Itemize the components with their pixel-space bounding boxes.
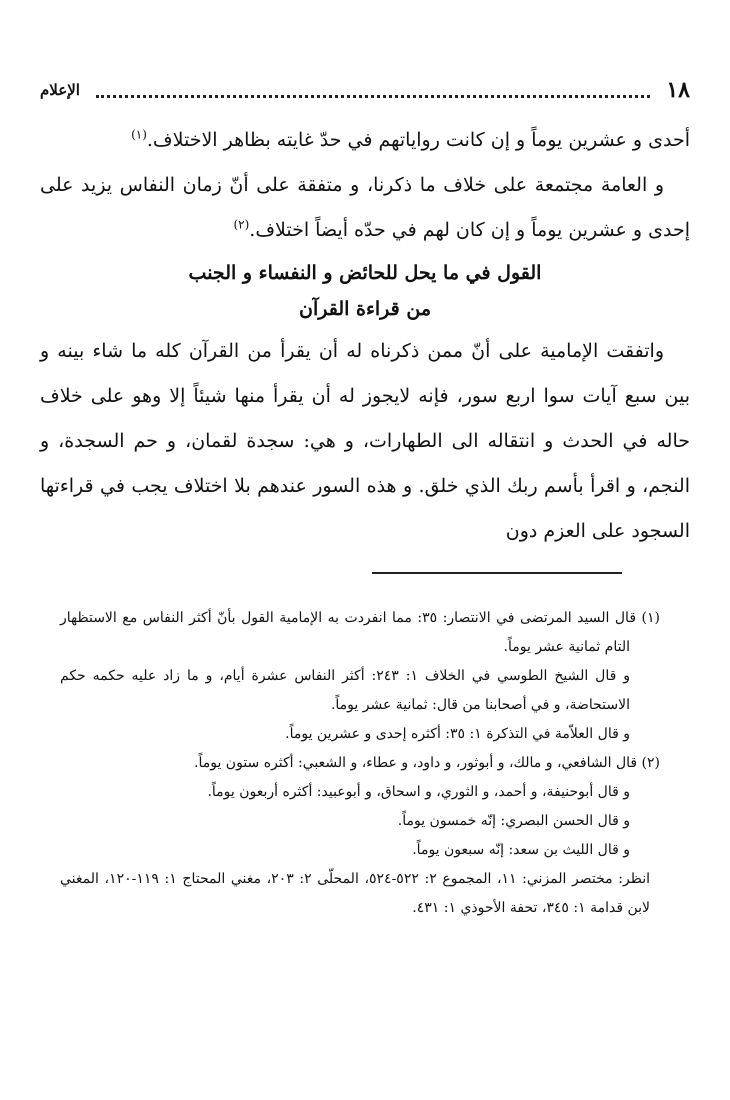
running-title: الإعلام [40,81,80,99]
paragraph-1-text: أحدى و عشرين يوماً و إن كانت رواياتهم في حدّ غايته بظاهر الاختلاف. [146,129,690,151]
paragraph-3: واتفقت الإمامية على أنّ ممن ذكرناه له أن يقرأ من القرآن كله ما شاء بينه و بين سبع آيات سوا اربع سور، فإنه لايجوز له أن يقرأ منها شيئاً إلا وهو على خلاف حاله في الحدث و انتقاله الى الطهارات، و هي: سجدة لقمان، و حم السجدة، و النجم، و اقرأ بأسم ربك الذي خلق. و هذه السور عندهم بلا اختلاف يجب في قراءتها السجود على العزم دون [40,340,690,542]
footnote-1-line-3: و قال العلاّمة في التذكرة ١: ٣٥: أكثره إحدى و عشرين يوماً. [285,726,630,742]
footnote-sources: انظر: مختصر المزني: ١١، المجموع ٢: ٥٢٢-٥٢٤، المحلّى ٢: ٢٠٣، مغني المحتاج ١: ١١٩-١٢٠، المغني لابن قدامة ١: ٣٤٥، تحفة الأحوذي ١: ٤٣١. [60,871,651,916]
footnote-2-line-4: و قال الليث بن سعد: إنّه سبعون يوماً. [412,842,630,858]
footnote-mark-1[interactable]: (١) [131,127,147,142]
header-dotted-leader [96,95,650,98]
page-number: ١٨ [666,77,690,103]
main-text [40,118,690,554]
paragraph-1 [40,118,690,163]
page-header [40,70,690,110]
footnote-1: (١) قال السيد المرتضى في الانتصار: ٣٥: مما انفردت به الإمامية القول بأنّ أكثر النفاس مع الاستظهار التام ثمانية عشر يوماً. [60,610,660,655]
paragraph-2 [40,163,690,253]
footnote-mark-2[interactable]: (٢) [233,217,250,232]
footnote-1-line-2: و قال الشيخ الطوسي في الخلاف ١: ٢٤٣: أكثر النفاس عشرة أيام، و ما زاد عليه حكمه حكم الاستحاضة، و في أصحابنا من قال: ثمانية عشر يوماً. [60,668,630,713]
footnote-2: (٢) قال الشافعي، و مالك، و أبوثور، و داود، و عطاء، و الشعبي: أكثره ستون يوماً. [194,755,660,771]
footnote-2-line-3: و قال الحسن البصري: إنّه خمسون يوماً. [397,813,630,829]
section-heading-line-2: من قراءة القرآن [299,298,431,320]
footnotes [60,604,660,923]
section-heading [40,255,690,327]
section-heading-line-1: القول في ما يحل للحائض و النفساء و الجنب [188,262,542,284]
paragraph-2-text: و العامة مجتمعة على خلاف ما ذكرنا، و متفقة على أنّ زمان النفاس يزيد على إحدى و عشرين يوماً و إن كان لهم في حدّه أيضاً اختلاف. [40,174,690,241]
footnote-2-line-2: و قال أبوحنيفة، و أحمد، و الثوري، و اسحاق، و أبوعبيد: أكثره أربعون يوماً. [207,784,630,800]
footnote-separator [372,572,622,574]
